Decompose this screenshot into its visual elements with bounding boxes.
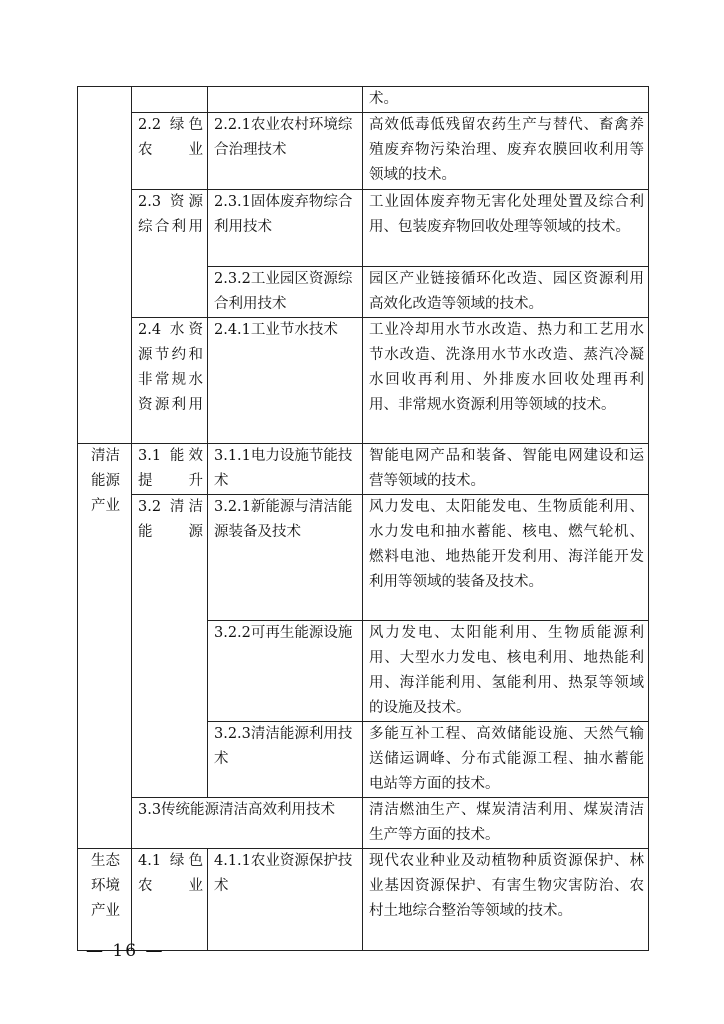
- item-cell: 3.2.3清洁能源利用技术: [208, 722, 363, 798]
- item-cell-merged: 3.3传统能源清洁高效利用技术: [132, 798, 363, 849]
- description-cell: 风力发电、太阳能利用、生物质能源利用、大型水力发电、核电利用、地热能利用、海洋能利用、氢能利用、热泵等领域的设施及技术。: [363, 621, 649, 722]
- subcategory-cell: 3.2 清洁能源: [132, 495, 208, 798]
- category-cell: 清洁能源产业: [78, 444, 132, 849]
- category-cell: 生态环境产业: [78, 849, 132, 951]
- item-cell: 2.4.1工业节水技术: [208, 318, 363, 444]
- description-cell: 现代农业种业及动植物种质资源保护、林业基因资源保护、有害生物灾害防治、农村土地综合整治等领域的技术。: [363, 849, 649, 951]
- table-row: [78, 113, 649, 190]
- table-row: [78, 318, 649, 444]
- table-row: [78, 798, 649, 849]
- item-cell: 4.1.1农业资源保护技术: [208, 849, 363, 951]
- item-cell: 3.2.1新能源与清洁能源装备及技术: [208, 495, 363, 621]
- item-cell: 2.2.1农业农村环境综合治理技术: [208, 113, 363, 190]
- item-cell: 3.1.1电力设施节能技术: [208, 444, 363, 495]
- item-cell: 3.2.2可再生能源设施: [208, 621, 363, 722]
- table-row: [78, 495, 649, 621]
- item-cell: [208, 87, 363, 113]
- description-cell: 智能电网产品和装备、智能电网建设和运营等领域的技术。: [363, 444, 649, 495]
- description-cell: 清洁燃油生产、煤炭清洁利用、煤炭清洁生产等方面的技术。: [363, 798, 649, 849]
- item-cell: 2.3.2工业园区资源综合利用技术: [208, 267, 363, 318]
- table-row: [78, 190, 649, 267]
- item-cell: 2.3.1固体废弃物综合利用技术: [208, 190, 363, 267]
- subcategory-cell: 2.3 资源综合利用: [132, 190, 208, 318]
- description-cell: 园区产业链接循环化改造、园区资源利用高效化改造等领域的技术。: [363, 267, 649, 318]
- description-cell: 高效低毒低残留农药生产与替代、畜禽养殖废弃物污染治理、废弃农膜回收利用等领域的技术。: [363, 113, 649, 190]
- subcategory-cell: 3.1 能效提升: [132, 444, 208, 495]
- table-row: [78, 87, 649, 113]
- subcategory-cell: [132, 87, 208, 113]
- category-cell-continued: [78, 87, 132, 444]
- description-cell: 工业固体废弃物无害化处理处置及综合利用、包装废弃物回收处理等领域的技术。: [363, 190, 649, 267]
- description-cell: 术。: [363, 87, 649, 113]
- table-row: [78, 849, 649, 951]
- catalog-table: [77, 86, 649, 951]
- description-cell: 多能互补工程、高效储能设施、天然气输送储运调峰、分布式能源工程、抽水蓄能电站等方面的技术。: [363, 722, 649, 798]
- table-row: [78, 444, 649, 495]
- page-number: — 16 —: [86, 941, 165, 961]
- subcategory-cell: 4.1 绿色农业: [132, 849, 208, 951]
- description-cell: 风力发电、太阳能发电、生物质能利用、水力发电和抽水蓄能、核电、燃气轮机、燃料电池、地热能开发利用、海洋能开发利用等领域的装备及技术。: [363, 495, 649, 621]
- description-cell: 工业冷却用水节水改造、热力和工艺用水节水改造、洗涤用水节水改造、蒸汽冷凝水回收再利用、外排废水回收处理再利用、非常规水资源利用等领域的技术。: [363, 318, 649, 444]
- subcategory-cell: 2.4 水资源节约和非常规水资源利用: [132, 318, 208, 444]
- subcategory-cell: 2.2 绿色农业: [132, 113, 208, 190]
